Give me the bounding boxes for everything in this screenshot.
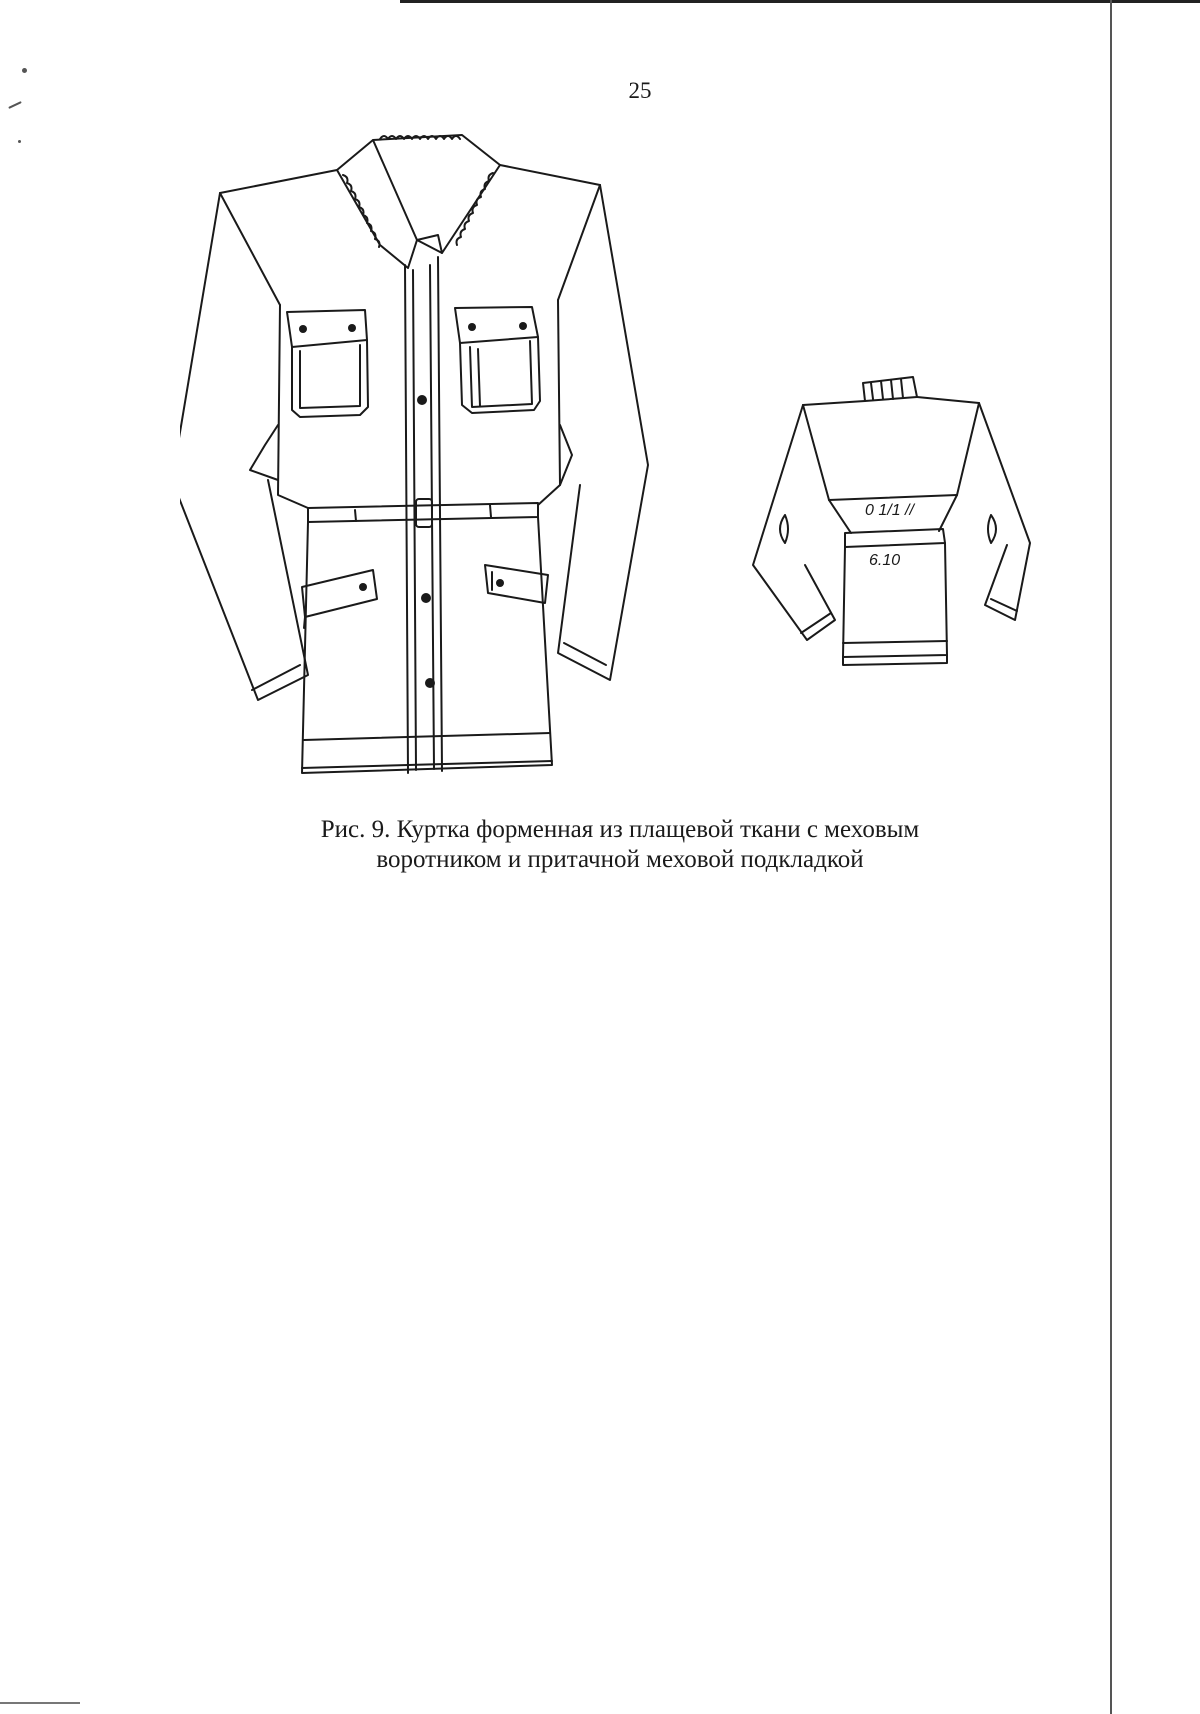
lower-pocket-right: [485, 565, 548, 603]
scan-speck: [18, 140, 21, 143]
scan-speck: [22, 68, 27, 73]
page-number: 25: [628, 78, 652, 103]
back-view-mark-upper: 0 1/1 //: [865, 502, 914, 519]
chest-pocket-right: [455, 307, 540, 413]
jacket-body: [180, 165, 648, 773]
figure-caption-line-1: Рис. 9. Куртка форменная из плащевой ткани с меховым: [320, 816, 920, 843]
bottom-border-line: [0, 1702, 80, 1704]
right-border-line: [1110, 0, 1112, 1714]
figure-caption-line-2: воротником и притачной меховой подкладкой: [376, 846, 864, 873]
chest-pocket-left: [287, 310, 368, 417]
jacket-front-illustration: [180, 125, 700, 775]
top-border-line: [400, 0, 1200, 3]
lower-pocket-left: [302, 570, 377, 628]
back-view-mark-lower: 6.10: [869, 552, 901, 569]
jacket-back-outline: [753, 377, 1030, 665]
scan-speck: [8, 101, 22, 109]
jacket-back-illustration: [745, 375, 1045, 705]
fur-collar: [337, 135, 500, 268]
figure-caption: [240, 815, 1000, 875]
